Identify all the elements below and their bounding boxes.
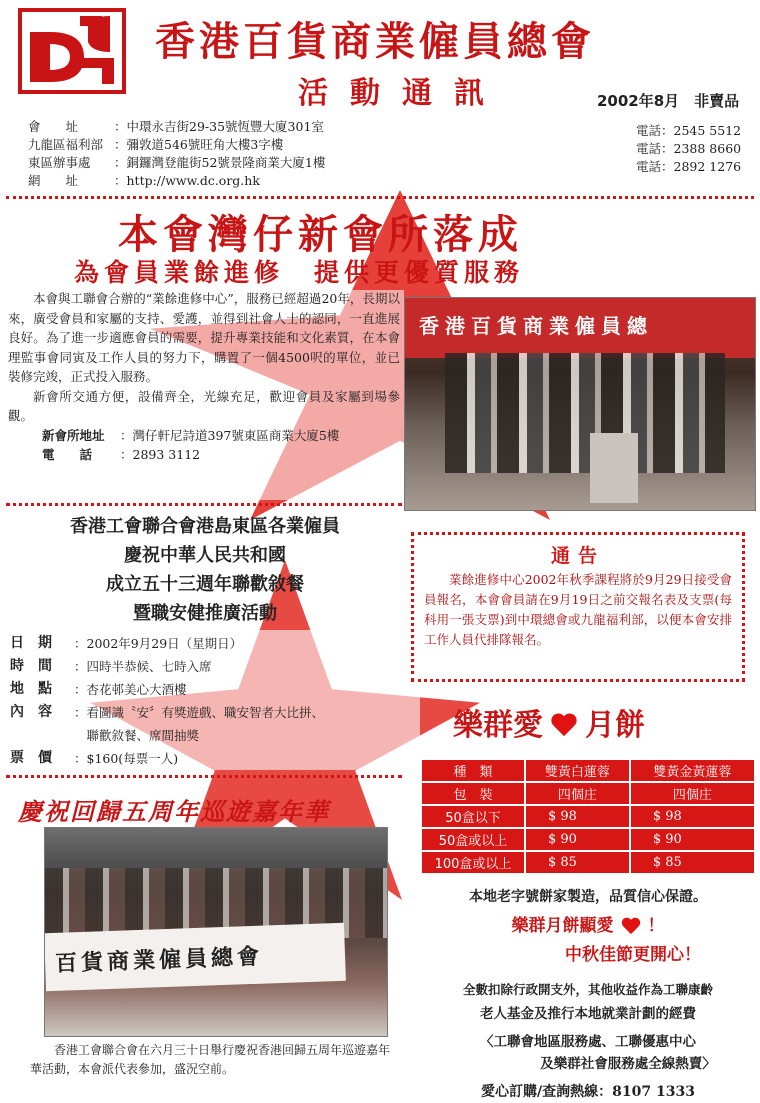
event-value: ：杏花邨美心大酒樓 xyxy=(74,682,187,697)
promo-line: 老人基金及推行本地就業計劃的經費 xyxy=(480,1006,696,1022)
address-value: ：彌敦道546號旺角大樓3字樓 xyxy=(114,137,284,152)
phone-value: ：2893 3112 xyxy=(120,447,201,462)
heart-icon xyxy=(622,918,640,936)
promo-text: ！ xyxy=(647,916,665,936)
phone-number: 電話：2388 8660 xyxy=(636,141,742,156)
table-cell: 50盒以下 xyxy=(421,805,525,828)
address-label: 九龍區福利部 xyxy=(28,137,104,152)
article-body xyxy=(8,289,400,465)
table-cell: $ 85 xyxy=(525,851,630,874)
notice-body: 業餘進修中心2002年秋季課程將於9月29日接受會員報名，本會會員請在9月19日之前交報名表及支票(每科用一張支票)到中環總會或九龍福利部，以便本會安排工作人員代排隊報名。 xyxy=(424,572,732,647)
promo-line: 及樂群社會服務處全線熱賣〉 xyxy=(540,1056,716,1072)
address-label: 東區辦事處 xyxy=(28,155,91,170)
article-subheadline: 為會員業餘進修 提供更優質服務 xyxy=(74,258,525,287)
article-headline: 本會灣仔新會所落成 xyxy=(118,212,523,258)
table-header-cell: 種 類 xyxy=(421,759,525,782)
address-value: ：灣仔軒尼詩道397號東區商業大廈5樓 xyxy=(120,427,340,443)
notice-box xyxy=(411,532,745,682)
mooncake-price-table xyxy=(420,758,756,875)
section-divider xyxy=(6,503,402,506)
promo-line: 中秋佳節更開心！ xyxy=(565,945,701,965)
promo-line: 本地老字號餅家製造，品質信心保證。 xyxy=(469,889,707,905)
event-title-line: 香港工會聯合會港島東區各業僱員 xyxy=(70,516,340,537)
section-divider xyxy=(6,775,402,778)
mooncake-title-right: 月餅 xyxy=(585,708,645,743)
article-paragraph: 本會與工聯會合辦的“業餘進修中心”，服務已經超過20年，長期以來，廣受會員和家屬的支持、愛護，並得到社會人士的認同，一直進展良好。為了進一步適應會員的需要，提升專業技能和文化素質，在本會理監事會同寅及工作人員的努力下，購置了一個4500呎的單位，並已裝修完竣，正式投入服務。 xyxy=(8,291,400,384)
event-details xyxy=(10,632,410,770)
table-row xyxy=(421,851,755,874)
organization-name: 香港百貨商業僱員總會 xyxy=(155,18,595,65)
table-cell: 四個庄 xyxy=(525,782,630,805)
event-value: ：四時半恭候、七時入席 xyxy=(74,659,212,674)
event-label: 日 期 xyxy=(10,635,52,651)
mooncake-title xyxy=(453,700,645,744)
event-value: 聯歡敘餐、席間抽獎 xyxy=(74,728,200,743)
union-logo xyxy=(18,8,126,94)
address-value: ：銅鑼灣登龍街52號景隆商業大廈1樓 xyxy=(114,155,326,170)
table-cell: 四個庄 xyxy=(630,782,755,805)
newsletter-title: 活動通訊 xyxy=(298,76,506,111)
event-title xyxy=(10,512,400,628)
event-label: 時 間 xyxy=(10,658,52,674)
promo-line: 〈工聯會地區服務處、工聯優惠中心 xyxy=(480,1034,696,1050)
address-label: 會 址 xyxy=(28,119,79,134)
article-paragraph: 新會所交通方便，設備齊全，光線充足，歡迎會員及家屬到場參觀。 xyxy=(8,388,400,423)
event-value: ：看圖識〝安〞有獎遊戲、職安智者大比拼、 xyxy=(74,705,325,720)
issue-date: 2002年8月 非賣品 xyxy=(597,92,740,110)
phone-list xyxy=(636,122,741,176)
cake-stand xyxy=(590,433,638,503)
photo-caption: 香港工會聯合會在六月三十日舉行慶祝香港回歸五周年巡遊嘉年華活動，本會派代表參加，盛況空前。 xyxy=(30,1043,391,1076)
address-label: 網 址 xyxy=(28,173,79,188)
table-header-cell: 雙黃白蓮蓉 xyxy=(525,759,630,782)
event-label xyxy=(10,724,74,747)
table-row xyxy=(421,805,755,828)
event-value: ：$160(每票一人) xyxy=(74,751,179,766)
opening-ceremony-photo xyxy=(404,297,756,511)
carnival-parade-photo xyxy=(44,827,388,1037)
promo-line: 全數扣除行政開支外，其他收益作為工聯康齡 xyxy=(462,982,713,997)
hotline: 愛心訂購/查詢熱線：8107 1333 xyxy=(481,1084,695,1100)
table-cell: $ 98 xyxy=(525,805,630,828)
mooncake-title-left: 樂群愛 xyxy=(453,708,543,743)
people-figures xyxy=(445,353,725,473)
table-cell: $ 98 xyxy=(630,805,755,828)
table-cell: $ 90 xyxy=(525,828,630,851)
address-label: 新會所地址 xyxy=(42,427,105,443)
promo-text: 樂群月餅顯愛 xyxy=(511,916,614,936)
event-value: ：2002年9月29日（星期日） xyxy=(74,636,243,651)
table-row xyxy=(421,828,755,851)
phone-number: 電話：2892 1276 xyxy=(636,159,742,174)
heart-icon xyxy=(551,714,577,740)
carnival-title: 慶祝回歸五周年巡遊嘉年華 xyxy=(18,797,330,826)
table-cell: 50盒或以上 xyxy=(421,828,525,851)
table-cell: $ 85 xyxy=(630,851,755,874)
table-cell: $ 90 xyxy=(630,828,755,851)
event-title-line: 暨職安健推廣活動 xyxy=(133,603,277,624)
address-list xyxy=(28,118,325,190)
table-header-cell: 雙黃金黃蓮蓉 xyxy=(630,759,755,782)
phone-label: 電 話 xyxy=(42,447,93,462)
table-cell: 包 裝 xyxy=(421,782,525,805)
table-cell: 100盒或以上 xyxy=(421,851,525,874)
photo-banner: 香港百貨商業僱員總 xyxy=(405,298,755,358)
mooncake-promo xyxy=(418,886,758,1101)
address-value: ：中環永吉街29-35號恆豐大廈301室 xyxy=(114,119,324,134)
event-label: 票 價 xyxy=(10,750,52,766)
table-row xyxy=(421,782,755,805)
notice-title: 通告 xyxy=(550,545,605,567)
header-divider xyxy=(6,196,754,199)
promo-line xyxy=(418,911,758,936)
website-link[interactable]: ：http://www.dc.org.hk xyxy=(114,173,260,188)
phone-number: 電話：2545 5512 xyxy=(636,123,742,138)
event-label: 內 容 xyxy=(10,704,52,720)
event-label: 地 點 xyxy=(10,681,52,697)
event-title-line: 成立五十三週年聯歡敘餐 xyxy=(106,574,304,595)
table-row xyxy=(421,759,755,782)
event-title-line: 慶祝中華人民共和國 xyxy=(124,545,286,566)
photo-banner: 百貨商業僱員總會 xyxy=(44,923,346,991)
